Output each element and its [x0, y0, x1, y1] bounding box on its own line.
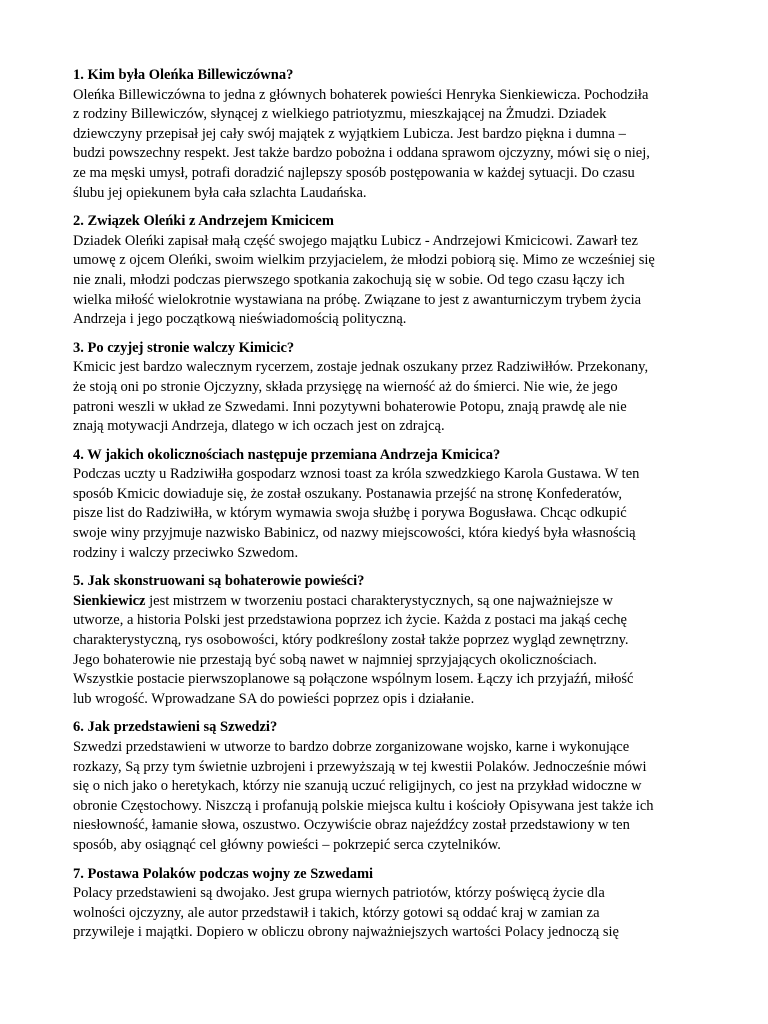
paragraph-line: się o nich jako o heretykach, którzy nie szanują uczuć religijnych, co jest na przykład widoczne w	[73, 778, 642, 795]
section-6	[73, 718, 728, 855]
paragraph-line: z rodziny Billewiczów, słynącej z wielkiego patriotyzmu, mieszkającej na Żmudzi. Dziadek	[73, 106, 607, 123]
paragraph-line: charakterystyczną, rys osobowości, który podkreślony został także poprzez wygląd zewnętrzny.	[73, 632, 629, 649]
paragraph-line: dziewczyny przepisał jej cały swój majątek z wyjątkiem Lubicza. Jest bardzo piękna i dumna –	[73, 125, 626, 142]
paragraph-line: lub wrogość. Wprowadzane SA do powieści poprzez opis i działanie.	[73, 690, 475, 707]
paragraph-line: umowę z ojcem Oleńki, swoim wielkim przyjacielem, że młodzi pobiorą się. Mimo ze wcześniej się	[73, 252, 655, 269]
paragraph-line: Jego bohaterowie nie przestają być sobą nawet w najmniej sprzyjających okolicznościach.	[73, 651, 597, 668]
paragraph-line: Andrzeja i jego początkową nieświadomością polityczną.	[73, 311, 407, 328]
section-heading: 5. Jak skonstruowani są bohaterowie powieści?	[73, 573, 365, 590]
paragraph-line: Dziadek Oleńki zapisał małą część swojego majątku Lubicz - Andrzejowi Kmicicowi. Zawarł tez	[73, 232, 638, 249]
paragraph-line: że stoją oni po stronie Ojczyzny, składa przysięgę na wierność aż do śmierci. Nie wie, że jego	[73, 378, 618, 395]
section-4	[73, 446, 728, 564]
paragraph-line: patroni weszli w układ ze Szwedami. Inni pozytywni bohaterowie Potopu, znają prawdę ale nie	[73, 398, 627, 415]
paragraph-line-rest: jest mistrzem w tworzeniu postaci charakterystycznych, są one najważniejsze w	[145, 592, 613, 609]
paragraph-line	[73, 592, 728, 612]
paragraph-line: rozkazy, Są przy tym świetnie uzbrojeni i przewyższają w tej kwestii Polaków. Jednocześnie mówi	[73, 758, 647, 775]
section-heading: 7. Postawa Polaków podczas wojny ze Szwedami	[73, 865, 374, 882]
paragraph-line: utworze, a historia Polski jest przedstawiona poprzez ich życie. Każda z postaci ma jakąś cechę	[73, 612, 627, 629]
paragraph-line: swoje winy przyjmuje nazwisko Babinicz, od nazwy miejscowości, która kiedyś była własnością	[73, 525, 636, 542]
paragraph-line: sposób Kmicic dowiaduje się, że został oszukany. Postanawia przejść na stronę Konfederatów,	[73, 485, 622, 502]
paragraph-line: wolności ojczyzny, ale autor przedstawił i takich, którzy gotowi są oddać kraj w zamian za	[73, 904, 600, 921]
paragraph-line: Szwedzi przedstawieni w utworze to bardzo dobrze zorganizowane wojsko, karne i wykonujące	[73, 739, 630, 755]
paragraph-line: znają motywacji Andrzeja, dlatego w ich oczach jest on zdrajcą.	[73, 418, 445, 435]
section-7	[73, 865, 728, 943]
section-heading: 4. W jakich okolicznościach następuje przemiana Andrzeja Kmicica?	[73, 446, 501, 463]
paragraph-line: Kmicic jest bardzo walecznym rycerzem, zostaje jednak oszukany przez Radziwiłłów. Przekonany,	[73, 359, 649, 376]
paragraph-line: sposób, aby osiągnąć cel główny powieści – pokrzepić serca czytelników.	[73, 836, 501, 853]
paragraph-line: rodziny i walczy przeciwko Szwedom.	[73, 544, 299, 561]
paragraph-line: ślubu jej opiekunem była cała szlachta Laudańska.	[73, 184, 367, 201]
paragraph-line: Podczas uczty u Radziwiłła gospodarz wznosi toast za króla szwedzkiego Karola Gustawa. W ten	[73, 466, 640, 483]
section-heading: 2. Związek Oleńki z Andrzejem Kmicicem	[73, 213, 334, 230]
section-heading: 1. Kim była Oleńka Billewiczówna?	[73, 67, 294, 83]
paragraph-line: Polacy przedstawieni są dwojako. Jest grupa wiernych patriotów, którzy poświęcą życie dla	[73, 885, 605, 902]
author-name-bold: Sienkiewicz	[73, 592, 146, 609]
paragraph-line: budzi powszechny respekt. Jest także bardzo pobożna i oddana sprawom ojczyzny, mówi się o niej,	[73, 145, 650, 162]
paragraph-line: przywileje i majątki. Dopiero w obliczu obrony najważniejszych wartości Polacy jednoczą się	[73, 924, 619, 941]
paragraph-line: niesłowność, łamanie słowa, oszustwo. Oczywiście obraz najeźdźcy został przedstawiony w ten	[73, 817, 630, 834]
section-3	[73, 339, 728, 437]
section-heading: 6. Jak przedstawieni są Szwedzi?	[73, 719, 278, 736]
paragraph-line: Wszystkie postacie pierwszoplanowe są połączone wspólnym losem. Łączy ich przyjaźń, miłość	[73, 671, 634, 688]
section-5	[73, 572, 728, 709]
section-2	[73, 212, 728, 330]
section-heading: 3. Po czyjej stronie walczy Kimicic?	[73, 339, 295, 356]
paragraph-line: nie znali, młodzi podczas pierwszego spotkania zakochują się w sobie. Od tego czasu łączy ich	[73, 271, 625, 288]
paragraph-line: obronie Częstochowy. Niszczą i profanują polskie miejsca kultu i kościoły Opisywana jest także ich	[73, 797, 654, 814]
paragraph-line: wielka miłość wielokrotnie wystawiana na próbę. Związane to jest z awanturniczym trybem życia	[73, 291, 642, 308]
section-1	[73, 66, 728, 203]
paragraph-line: Oleńka Billewiczówna to jedna z głównych bohaterek powieści Henryka Sienkiewicza. Pochodziła	[73, 86, 649, 103]
paragraph-line: ze ma męski umysł, potrafi doradzić najlepszy sposób postępowania w każdej sytuacji. Do czasu	[73, 164, 635, 181]
paragraph-line: pisze list do Radziwiłła, w którym wymawia swoja służbę i porywa Bogusława. Chcąc odkupić	[73, 505, 627, 522]
